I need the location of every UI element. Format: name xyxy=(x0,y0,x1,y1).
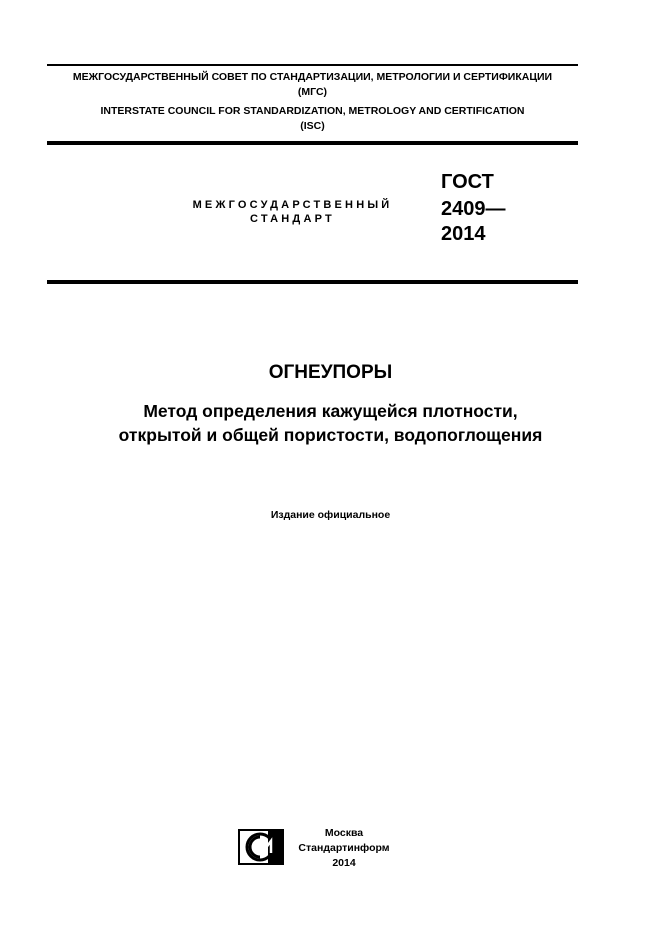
publisher-name: Стандартинформ xyxy=(298,842,390,854)
document-title: ОГНЕУПОРЫ xyxy=(268,362,393,383)
standard-kind-line2: СТАНДАРТ xyxy=(250,213,335,225)
standard-number: 2409— xyxy=(441,198,506,220)
council-ru-name: МЕЖГОСУДАРСТВЕННЫЙ СОВЕТ ПО СТАНДАРТИЗАЦИИ, МЕТРОЛОГИИ И СЕРТИФИКАЦИИ xyxy=(72,71,553,83)
document-subtitle xyxy=(0,399,661,447)
subtitle-line2: открытой и общей пористости, водопоглощения xyxy=(118,425,543,445)
council-rule xyxy=(47,141,578,145)
council-en-name: INTERSTATE COUNCIL FOR STANDARDIZATION, METROLOGY AND CERTIFICATION xyxy=(100,105,525,117)
standartinform-logo-icon xyxy=(238,829,284,865)
council-ru-abbr: (МГС) xyxy=(297,86,328,98)
standard-year: 2014 xyxy=(441,223,486,245)
publisher-year: 2014 xyxy=(332,857,356,869)
publisher-city: Москва xyxy=(324,827,364,839)
standard-kind-line1: МЕЖГОСУДАРСТВЕННЫЙ xyxy=(192,199,393,211)
header-rule xyxy=(47,280,578,284)
top-rule xyxy=(47,64,578,66)
subtitle-line1: Метод определения кажущейся плотности, xyxy=(143,401,518,421)
council-en-abbr: (ISC) xyxy=(300,120,325,132)
standard-code: ГОСТ xyxy=(441,171,494,193)
publisher-block xyxy=(292,826,396,871)
edition-label: Издание официальное xyxy=(270,509,391,521)
